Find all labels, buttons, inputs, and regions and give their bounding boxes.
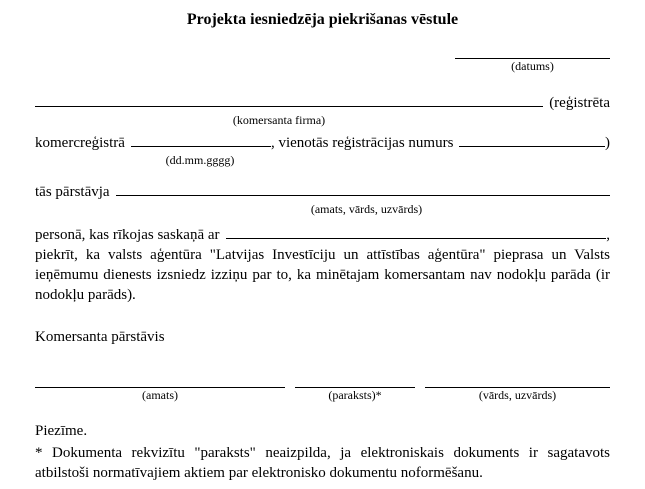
date-block: [35, 44, 610, 74]
representative-line: [35, 181, 610, 202]
registration-line: [35, 92, 610, 113]
representative-blank-line: [116, 181, 610, 196]
consent-paragraph: piekrīt, ka valsts aģentūra "Latvijas Investīciju un attīstības aģentūra" pieprasa un Valsts ieņēmumu dienests izsniedz izziņu par to, ka minētajam komersantam nav nodokļu parāda (ir nodokļu parāds).: [35, 247, 610, 303]
signature-field-name: [425, 373, 610, 403]
firm-name-blank-line: [35, 92, 543, 107]
signature-blank-line: [295, 373, 415, 388]
position-label: (amats): [142, 388, 178, 402]
document-title: Projekta iesniedzēja piekrišanas vēstule: [186, 11, 459, 28]
signature-field-position: [35, 373, 285, 403]
commercial-register-text: komercreģistrā: [35, 135, 125, 151]
date-format-label: (dd.mm.gggg): [165, 153, 235, 167]
trailing-comma: ,: [606, 227, 610, 243]
name-label: (vārds, uzvārds): [478, 388, 557, 402]
acting-basis-blank-line: [226, 224, 607, 239]
signature-row: [35, 373, 610, 403]
firm-label: (komersanta firma): [232, 113, 326, 127]
note-text: * Dokumenta rekvizītu "paraksts" neaizpilda, ja elektroniskais dokuments ir sagatavots atbilstoši normatīvajiem aktiem par elektronisko dokumentu noformēšanu.: [35, 445, 610, 481]
acting-basis-text: personā, kas rīkojas saskaņā ar: [35, 227, 220, 243]
representative-pre-text: tās pārstāvja: [35, 184, 110, 200]
registered-suffix: (reģistrēta: [549, 95, 610, 111]
register-number-line: [35, 132, 610, 153]
signature-label: (paraksts)*: [328, 388, 382, 402]
registration-number-blank-line: [459, 132, 605, 147]
date-label: (datums): [511, 59, 554, 73]
representative-label: (amats, vārds, uzvārds): [310, 202, 423, 216]
signer-heading: Komersanta pārstāvis: [35, 329, 165, 345]
note-heading: Piezīme.: [35, 423, 88, 439]
acting-basis-line: [35, 224, 610, 245]
date-field: [455, 44, 610, 74]
signature-field-signature: [295, 373, 415, 403]
registration-number-text: , vienotās reģistrācijas numurs: [270, 135, 454, 151]
closing-paren: ): [605, 135, 610, 151]
position-blank-line: [35, 373, 285, 388]
registration-date-blank-line: [131, 132, 271, 147]
name-blank-line: [425, 373, 610, 388]
date-blank-line: [455, 44, 610, 59]
